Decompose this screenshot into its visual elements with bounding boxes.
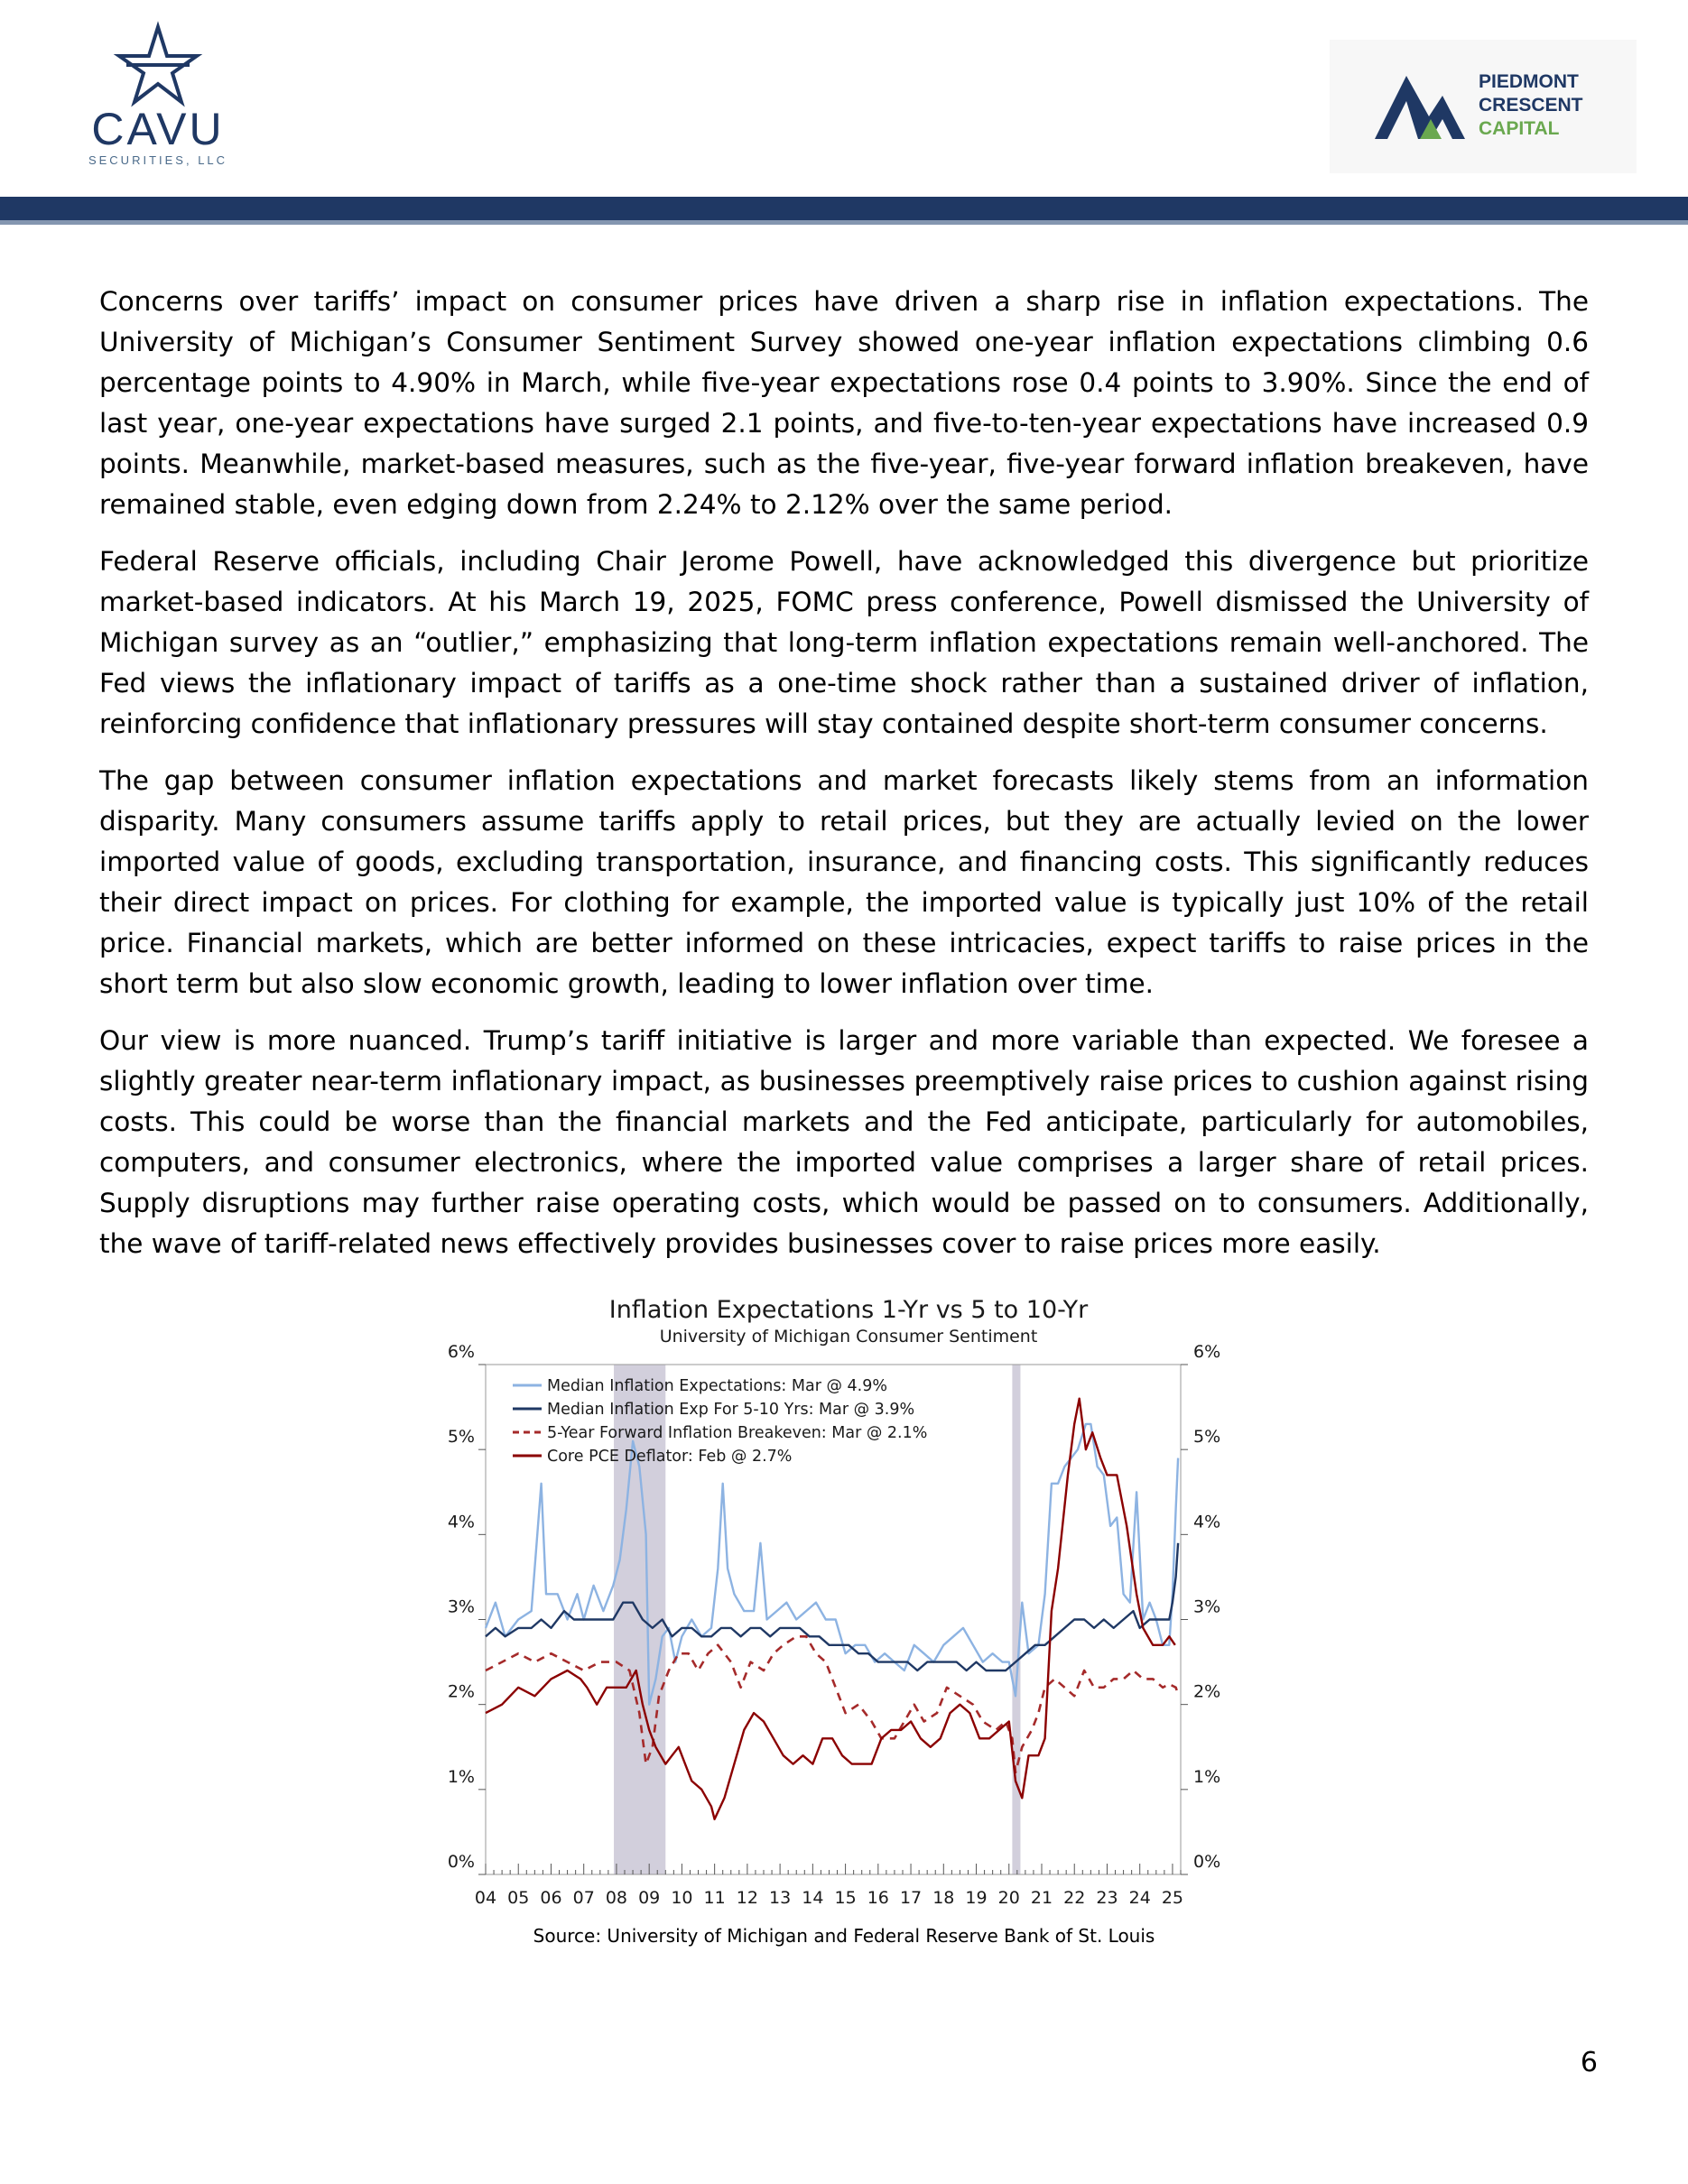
- y-tick-label-left: 3%: [447, 1596, 475, 1617]
- x-tick-label: 19: [965, 1888, 988, 1908]
- article-body: [99, 282, 1589, 1281]
- cavu-logo: [72, 18, 244, 171]
- piedmont-logo-graphic: [1330, 40, 1637, 173]
- legend-label-4: Core PCE Deflator: Feb @ 2.7%: [547, 1448, 793, 1466]
- piedmont-logo-line-1: PIEDMONT: [1479, 71, 1579, 92]
- chart-subtitle: University of Michigan Consumer Sentiment: [659, 1327, 1038, 1346]
- header-rule-accent: [0, 220, 1688, 225]
- x-tick-label: 04: [474, 1888, 497, 1908]
- x-tick-label: 15: [834, 1888, 857, 1908]
- piedmont-logo-line-2: CRESCENT: [1479, 95, 1583, 116]
- x-tick-label: 11: [703, 1888, 726, 1908]
- y-tick-label-right: 6%: [1193, 1342, 1221, 1362]
- x-tick-label: 21: [1030, 1888, 1053, 1908]
- chart-title: Inflation Expectations 1-Yr vs 5 to 10-Yr: [608, 1296, 1089, 1324]
- y-tick-label-right: 1%: [1193, 1766, 1221, 1787]
- paragraph-4: Our view is more nuanced. Trump’s tariff initiative is larger and more variable than expected. We foresee a slightly greater near-term inflationary impact, as businesses preemptively raise prices to cushion against rising costs. This could be worse than the financial markets and the Fed anticipate, particularly for automobiles, computers, and consumer electronics, where the imported value comprises a larger share of retail prices. Supply disruptions may further raise operating costs, which would be passed on to consumers. Additionally, the wave of tariff-related news effectively provides businesses cover to raise prices more easily.: [99, 1025, 1589, 1259]
- x-tick-label: 13: [769, 1888, 792, 1908]
- y-tick-label-left: 5%: [447, 1427, 475, 1448]
- page-number: 6: [1580, 2047, 1598, 2078]
- cavu-logo-wordmark: CAVU: [91, 104, 225, 154]
- y-tick-label-right: 4%: [1193, 1512, 1221, 1532]
- chart-canvas: [415, 1286, 1228, 1927]
- header-rule: [0, 197, 1688, 220]
- x-tick-label: 16: [867, 1888, 889, 1908]
- x-tick-label: 08: [605, 1888, 628, 1908]
- chart-legend: [513, 1377, 927, 1466]
- x-tick-label: 18: [932, 1888, 955, 1908]
- piedmont-logo-line-3: CAPITAL: [1479, 118, 1560, 139]
- series-line-1: [486, 1424, 1178, 1705]
- inflation-expectations-chart: [415, 1286, 1228, 1945]
- legend-label-3: 5-Year Forward Inflation Breakeven: Mar @ 2.1%: [547, 1424, 928, 1442]
- page-header: [0, 0, 1688, 224]
- x-tick-label: 07: [572, 1888, 595, 1908]
- x-tick-label: 20: [997, 1888, 1020, 1908]
- legend-label-1: Median Inflation Expectations: Mar @ 4.9%: [547, 1377, 887, 1395]
- cavu-logo-subtitle: SECURITIES, LLC: [88, 153, 228, 167]
- y-tick-label-right: 5%: [1193, 1427, 1221, 1448]
- piedmont-crescent-logo: [1330, 40, 1637, 173]
- recession-band-2: [1012, 1365, 1020, 1874]
- y-tick-label-left: 4%: [447, 1512, 475, 1532]
- x-tick-label: 10: [671, 1888, 693, 1908]
- y-tick-label-right: 0%: [1193, 1852, 1221, 1872]
- x-tick-label: 23: [1096, 1888, 1118, 1908]
- x-tick-label: 05: [507, 1888, 530, 1908]
- x-tick-label: 22: [1063, 1888, 1086, 1908]
- series-line-3: [486, 1636, 1178, 1772]
- paragraph-3: The gap between consumer inflation expectations and market forecasts likely stems from an information disparity. Many consumers assume tariffs apply to retail prices, but they are actually levied on the lower imported value of goods, excluding transportation, insurance, and financing costs. This significantly reduces their direct impact on prices. For clothing for example, the imported value is typically just 10% of the retail price. Financial markets, which are better informed on these intricacies, expect tariffs to raise prices in the short term but also slow economic growth, leading to lower inflation over time.: [99, 765, 1589, 999]
- series-line-2: [486, 1543, 1178, 1670]
- paragraph-1: Concerns over tariffs’ impact on consumer prices have driven a sharp rise in inflation expectations. The University of Michigan’s Consumer Sentiment Survey showed one-year inflation expectations climbing 0.6 percentage points to 4.90% in March, while five-year expectations rose 0.4 points to 3.90%. Since the end of last year, one-year expectations have surged 2.1 points, and five-to-ten-year expectations have increased 0.9 points. Meanwhile, market-based measures, such as the five-year, five-year forward inflation breakeven, have remained stable, even edging down from 2.24% to 2.12% over the same period.: [99, 286, 1589, 520]
- y-tick-label-right: 2%: [1193, 1681, 1221, 1702]
- x-tick-label: 12: [736, 1888, 758, 1908]
- y-tick-label-left: 6%: [447, 1342, 475, 1362]
- y-tick-label-right: 3%: [1193, 1596, 1221, 1617]
- cavu-logo-graphic: [72, 18, 244, 171]
- x-tick-label: 17: [899, 1888, 923, 1908]
- paragraph-2: Federal Reserve officials, including Chair Jerome Powell, have acknowledged this divergence but prioritize market-based indicators. At his March 19, 2025, FOMC press conference, Powell dismissed the University of Michigan survey as an “outlier,” emphasizing that long-term inflation expectations remain well-anchored. The Fed views the inflationary impact of tariffs as a one-time shock rather than a sustained driver of inflation, reinforcing confidence that inflationary pressures will stay contained despite short-term consumer concerns.: [99, 546, 1589, 739]
- y-tick-label-left: 0%: [447, 1852, 475, 1872]
- legend-label-2: Median Inflation Exp For 5-10 Yrs: Mar @ 3.9%: [547, 1401, 915, 1419]
- x-tick-label: 09: [638, 1888, 661, 1908]
- y-tick-label-left: 1%: [447, 1766, 475, 1787]
- x-tick-label: 06: [540, 1888, 562, 1908]
- x-tick-label: 25: [1161, 1888, 1184, 1908]
- y-tick-label-left: 2%: [447, 1681, 475, 1702]
- x-tick-label: 24: [1128, 1888, 1151, 1908]
- chart-source: Source: University of Michigan and Federal Reserve Bank of St. Louis: [533, 1925, 1155, 1947]
- x-tick-label: 14: [802, 1888, 824, 1908]
